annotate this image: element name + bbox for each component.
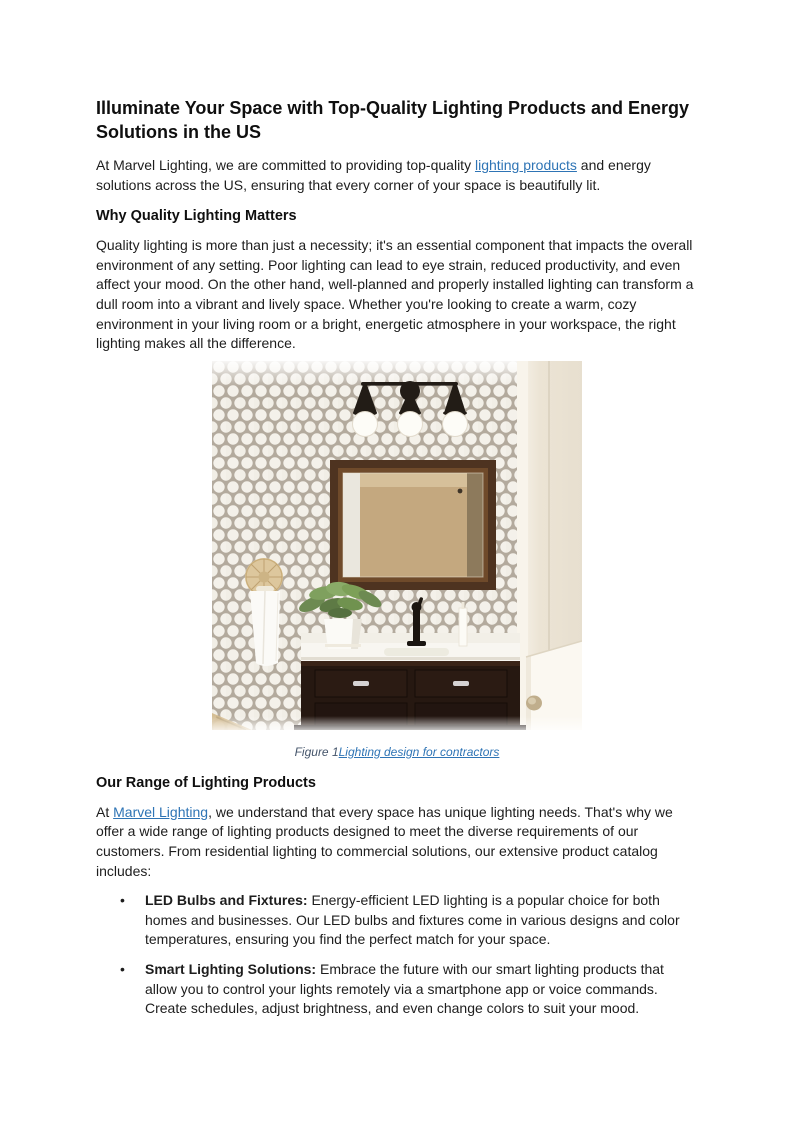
bullet-icon xyxy=(120,891,125,911)
link-lighting-products[interactable]: lighting products xyxy=(474,157,577,173)
why-quality-paragraph: Quality lighting is more than just a necessity; it's an essential component that impacts the overall environment of any setting. Poor lighting can lead to eye strain, reduced productivity, and even affect your mood. On the other hand, well-planned and properly installed lighting can transform a dull room into a vibrant and lively space. Whether you're looking to create a warm, cozy environment in your living room or a bright, energetic atmosphere in your workspace, the right lighting makes all the difference. xyxy=(96,237,694,352)
text-run: At Marvel Lighting, we are committed to providing top-quality xyxy=(96,157,475,173)
photo-candle xyxy=(459,602,467,646)
bullet-icon xyxy=(120,960,125,980)
product-bullet-list xyxy=(96,891,698,1019)
list-item-smart-lighting xyxy=(96,960,698,1019)
text-run: Smart Lighting Solutions: xyxy=(145,960,317,977)
intro-paragraph xyxy=(96,156,698,195)
figure-container xyxy=(212,361,582,759)
text-run: Figure 1 xyxy=(294,744,339,759)
list-item-text xyxy=(145,892,680,947)
figure-image-bathroom-vanity xyxy=(212,361,582,730)
page-title-line-1: Illuminate Your Space with Top-Quality Lighting Products and Energy xyxy=(96,98,690,118)
text-run: and energy solutions across the US, ensuring that every corner of your space is beautifully lit. xyxy=(96,157,651,193)
heading-our-range: Our Range of Lighting Products xyxy=(96,774,316,791)
list-item-led-bulbs xyxy=(96,891,698,950)
list-item-text xyxy=(145,961,664,1016)
text-run: At xyxy=(96,803,114,820)
heading-why-quality-lighting: Why Quality Lighting Matters xyxy=(96,208,297,225)
page-title-line-2: Solutions in the US xyxy=(96,121,261,142)
figure-caption xyxy=(212,745,582,759)
page-title xyxy=(96,97,698,144)
text-run: Embrace the future with our smart lighting products that allow you to control your lights remotely via a smartphone app or voice commands. Create schedules, adjust brightness, and even change colors to suit your mood. xyxy=(145,960,664,1017)
figure-caption-link[interactable]: Lighting design for contractors xyxy=(338,744,500,759)
text-run: , we understand that every space has unique lighting needs. That's why we offer a wide range of lighting products designed to meet the diverse requirements of our customers. From residential lighting to commercial solutions, our extensive product catalog includes: xyxy=(96,803,673,879)
text-run: Energy-efficient LED lighting is a popular choice for both homes and businesses. Our LED bulbs and fixtures come in various designs and color temperatures, ensuring you find the perfect match for your space. xyxy=(145,892,680,948)
photo-mirror xyxy=(330,460,496,590)
range-intro-paragraph xyxy=(96,803,698,881)
link-marvel-lighting[interactable]: Marvel Lighting xyxy=(113,803,209,820)
text-run: LED Bulbs and Fixtures: xyxy=(145,892,308,909)
